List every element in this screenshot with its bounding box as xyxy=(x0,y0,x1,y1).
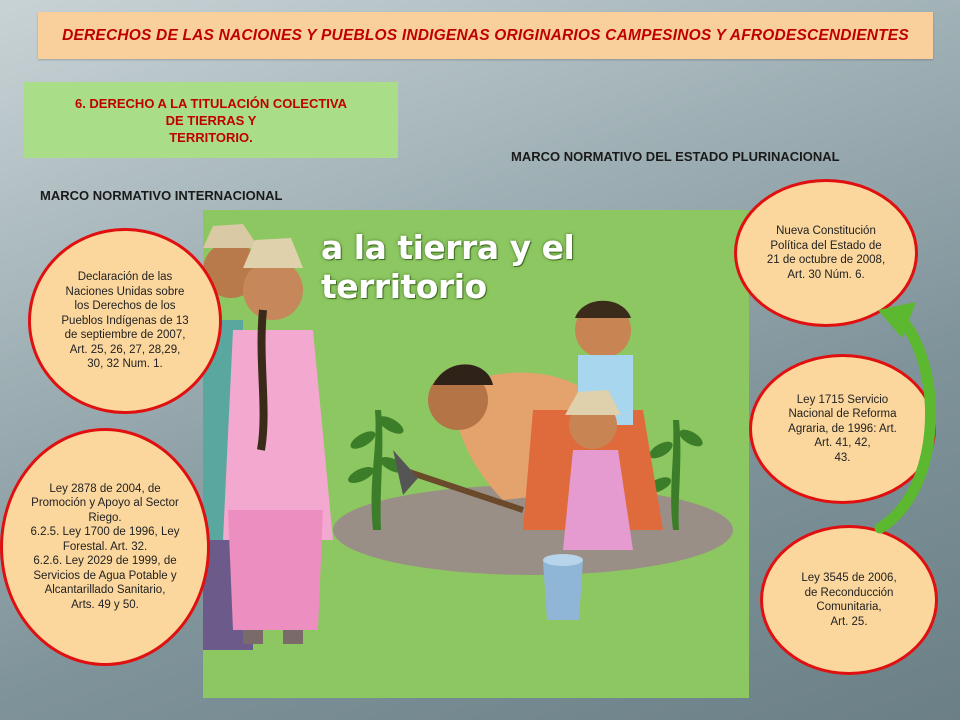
bubble-text: Nueva Constitución Política del Estado de 21 de octubre de 2008, Art. 30 Núm. 6. xyxy=(766,225,886,281)
slide-title: DERECHOS DE LAS NACIONES Y PUEBLOS INDIGENAS ORIGINARIOS CAMPESINOS Y AFRODESCENDIENTES xyxy=(62,26,909,44)
section-title: 6. DERECHO A LA TITULACIÓN COLECTIVA DE TIERRAS Y TERRITORIO. xyxy=(74,95,348,145)
heading-international-framework: MARCO NORMATIVO INTERNACIONAL xyxy=(40,188,283,203)
illustration-title: a la tierra y el territorio xyxy=(321,228,575,306)
heading-national-framework: MARCO NORMATIVO DEL ESTADO PLURINACIONAL xyxy=(511,149,840,164)
section-title-box xyxy=(24,82,398,158)
bubble-ley-2878 xyxy=(0,428,210,666)
bubble-text: Ley 2878 de 2004, de Promoción y Apoyo al Sector Riego. 6.2.5. Ley 1700 de 1996, Ley Forestal. Art. 32. 6.2.6. Ley 2029 de 1999, de Servicios de Agua Potable y Alcantarillado Sanitario, Arts. 49 y 50. xyxy=(30,482,180,611)
curved-arrow-icon xyxy=(872,290,952,540)
bubble-text: Ley 3545 de 2006, de Reconducción Comunitaria, Art. 25. xyxy=(801,572,897,628)
illustration-farming-family xyxy=(203,210,749,698)
bubble-ley-3545 xyxy=(760,525,938,675)
bubble-un-declaration xyxy=(28,228,222,414)
figure-standing-woman xyxy=(223,238,333,644)
bubble-text: Ley 1715 Servicio Nacional de Reforma Agraria, de 1996: Art. Art. 41, 42, 43. xyxy=(788,393,897,464)
bubble-text: Declaración de las Naciones Unidas sobre los Derechos de los Pueblos Indígenas de 13 de septiembre de 2007, Art. 25, 26, 27, 28,29, 30, 32 Num. 1. xyxy=(61,271,189,371)
slide-title-banner xyxy=(38,12,933,59)
